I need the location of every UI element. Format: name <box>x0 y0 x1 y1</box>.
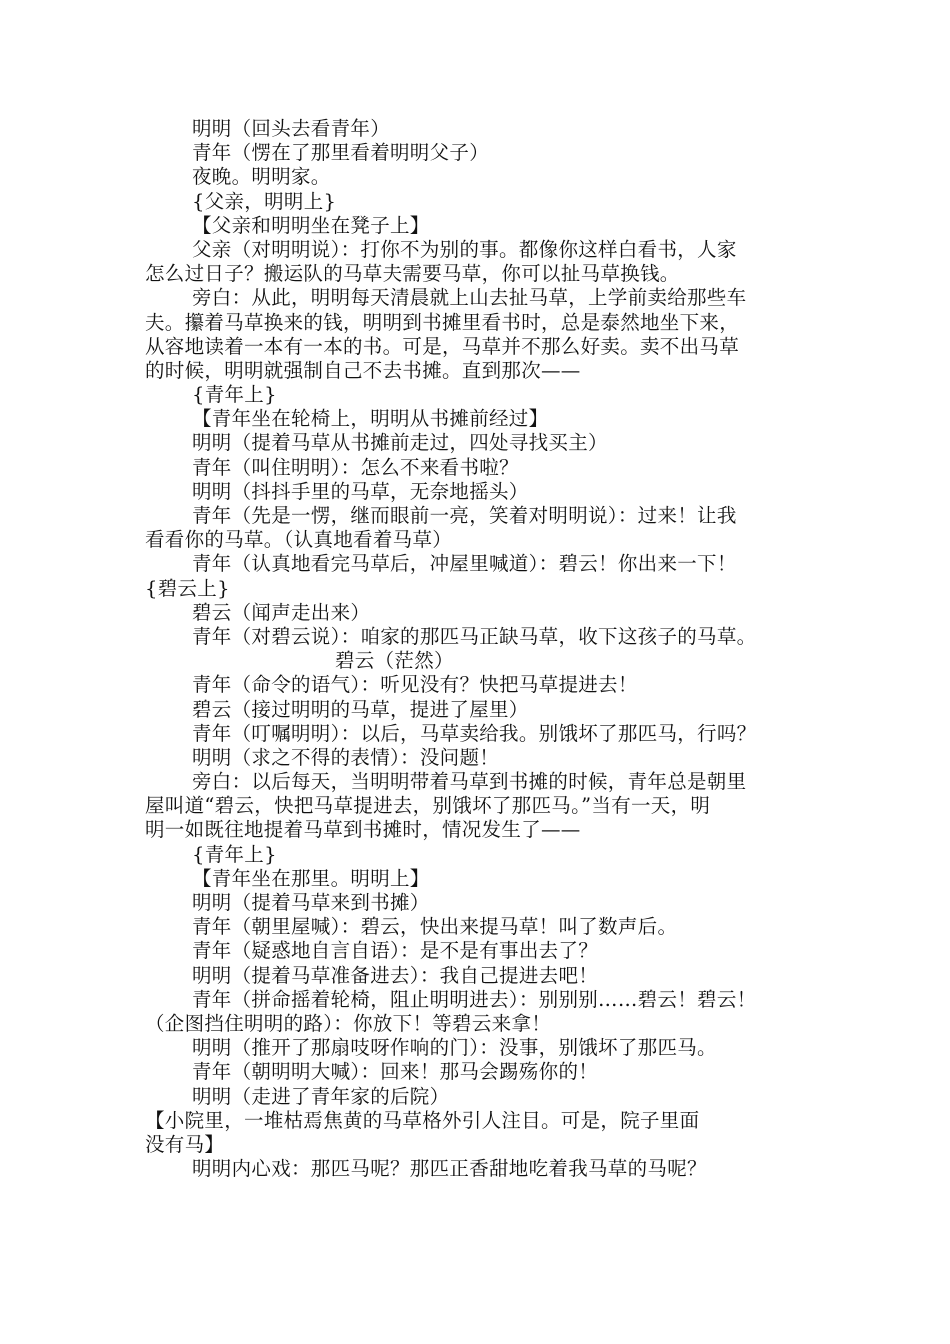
narration-line: 屋叫道“碧云，快把马草提进去，别饿坏了那匹马。”当有一天，明 <box>145 794 711 818</box>
stage-direction: {碧云上} <box>145 576 230 600</box>
script-line: 青年（疑惑地自言自语）：是不是有事出去了？ <box>192 939 599 963</box>
script-line: 青年（朝里屋喊）：碧云，快出来提马草！叫了数声后。 <box>192 915 678 939</box>
narration-line: 旁白：从此，明明每天清晨就上山去扯马草，上学前卖给那些车 <box>192 286 747 310</box>
stage-direction: {青年上} <box>192 842 277 866</box>
script-line: 看看你的马草。（认真地看着马草） <box>145 528 453 552</box>
script-line: 明明（提着马草准备进去）：我自己提进去吧！ <box>192 963 599 987</box>
script-line: 明明内心戏：那匹马呢？那匹正香甜地吃着我马草的马呢？ <box>192 1157 707 1181</box>
script-text-body <box>145 117 815 1181</box>
stage-direction: 没有马】 <box>145 1132 225 1156</box>
stage-direction: 【父亲和明明坐在凳子上】 <box>192 213 430 237</box>
narration-line: 从容地读着一本有一本的书。可是，马草并不那么好卖。卖不出马草 <box>145 334 740 358</box>
script-line: 明明（提着马草来到书摊） <box>192 891 430 914</box>
script-line: 青年（认真地看完马草后，冲屋里喊道）：碧云！你出来一下！ <box>192 552 737 576</box>
narration-line: 夫。攥着马草换来的钱，明明到书摊里看书时，总是泰然地坐下来， <box>145 310 740 334</box>
stage-direction: 【青年坐在轮椅上，明明从书摊前经过】 <box>192 407 549 431</box>
script-line: 明明（抖抖手里的马草，无奈地摇头） <box>192 479 529 503</box>
script-line: 明明（提着马草从书摊前走过，四处寻找买主） <box>192 431 608 455</box>
narration-line: 的时候，明明就强制自己不去书摊。直到那次—— <box>145 358 581 382</box>
script-line: 青年（对碧云说）：咱家的那匹马正缺马草，收下这孩子的马草。 <box>192 624 757 648</box>
script-line: 碧云（茫然） <box>335 649 454 673</box>
narration-line: 旁白：以后每天，当明明带着马草到书摊的时候，青年总是朝里 <box>192 770 747 794</box>
narration-line: 明一如既往地提着马草到书摊时，情况发生了—— <box>145 818 581 842</box>
stage-direction: 【青年坐在那里。明明上】 <box>192 866 430 890</box>
script-line: 碧云（接过明明的马草，提进了屋里） <box>192 697 529 721</box>
script-line: 青年（朝明明大喊）：回来！那马会踢殇你的！ <box>192 1060 599 1084</box>
stage-direction: 【小院里，一堆枯焉焦黄的马草格外引人注目。可是，院子里面 <box>145 1108 700 1132</box>
script-line: 明明（求之不得的表情）：没问题！ <box>192 745 500 769</box>
stage-direction: {父亲，明明上} <box>192 189 337 213</box>
script-line: 青年（先是一愣，继而眼前一亮，笑着对明明说）：过来！让我 <box>192 504 737 527</box>
stage-direction: {青年上} <box>192 383 277 407</box>
script-line: 青年（拼命摇着轮椅，阻止明明进去）：别别别……碧云！碧云！ <box>192 987 757 1011</box>
script-line: （企图挡住明明的路）：你放下！等碧云来拿！ <box>145 1011 552 1035</box>
script-line: 碧云（闻声走出来） <box>192 600 371 624</box>
script-line: 夜晚。明明家。 <box>192 165 331 189</box>
script-line: 青年（愣在了那里看着明明父子） <box>192 141 490 165</box>
script-line: 青年（叮嘱明明）：以后，马草卖给我。别饿坏了那匹马，行吗？ <box>192 721 757 745</box>
script-line: 怎么过日子？搬运队的马草夫需要马草，你可以扯马草换钱。 <box>145 262 680 286</box>
script-line: 明明（走进了青年家的后院） <box>192 1084 450 1108</box>
script-line: 父亲（对明明说）：打你不为别的事。都像你这样白看书，人家 <box>192 237 737 261</box>
script-line: 青年（命令的语气）：听见没有？快把马草提进去！ <box>192 673 638 697</box>
script-line: 青年（叫住明明）：怎么不来看书啦？ <box>192 455 519 479</box>
script-line: 明明（推开了那扇吱呀作响的门）：没事，别饿坏了那匹马。 <box>192 1036 717 1060</box>
script-line: 明明（回头去看青年） <box>192 117 391 140</box>
